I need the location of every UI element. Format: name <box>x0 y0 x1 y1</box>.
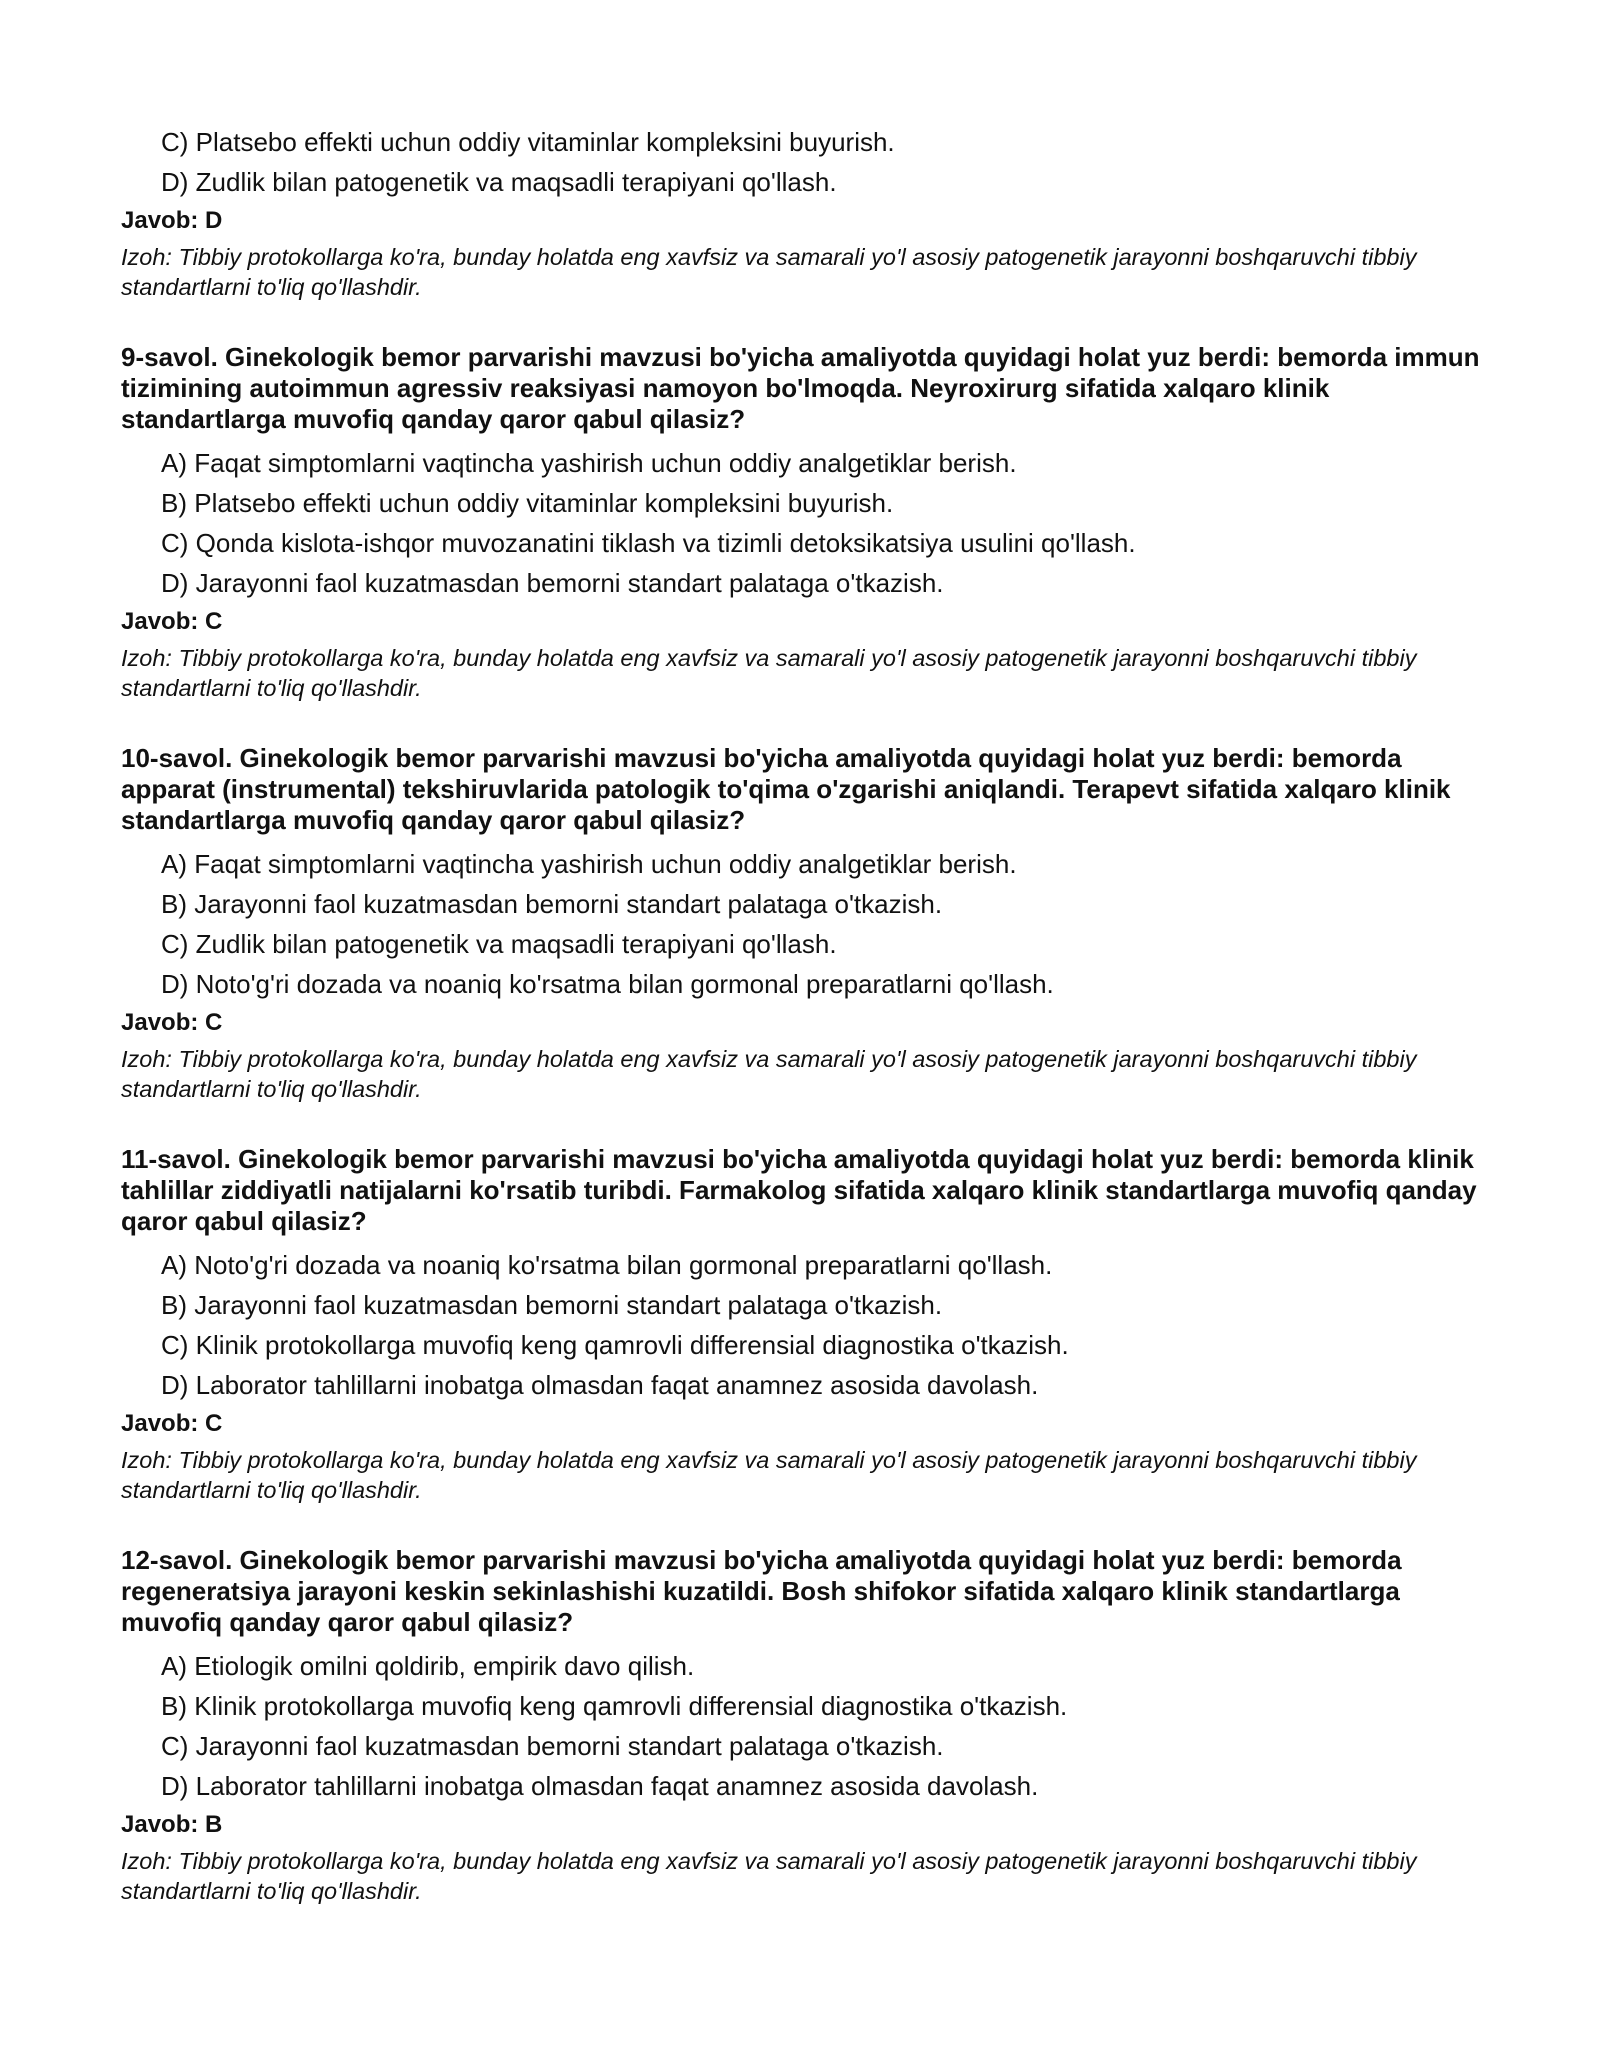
answer: Javob: D <box>121 207 223 234</box>
option-d: D) Laborator tahlillarni inobatga olmasdan faqat anamnez asosida davolash. <box>161 1370 1039 1400</box>
option-a: A) Noto'g'ri dozada va noaniq ko'rsatma bilan gormonal preparatlarni qo'llash. <box>161 1250 1053 1280</box>
option-b: B) Jarayonni faol kuzatmasdan bemorni standart palataga o'tkazish. <box>161 889 943 919</box>
answer: Javob: C <box>121 608 223 635</box>
option-c: C) Klinik protokollarga muvofiq keng qamrovli differensial diagnostika o'tkazish. <box>161 1330 1069 1360</box>
explanation-note: Izoh: Tibbiy protokollarga ko'ra, bunday holatda eng xavfsiz va samarali yo'l asosiy patogenetik jarayonni boshqaruvchi tibbiy standartlarni to'liq qo'llashdir. <box>121 645 1417 701</box>
option-c: C) Jarayonni faol kuzatmasdan bemorni standart palataga o'tkazish. <box>161 1731 944 1761</box>
question-9 <box>121 342 1480 703</box>
option-b: B) Jarayonni faol kuzatmasdan bemorni standart palataga o'tkazish. <box>161 1290 943 1320</box>
question-text: 12-savol. Ginekologik bemor parvarishi mavzusi bo'yicha amaliyotda quyidagi holat yuz berdi: bemorda regeneratsiya jarayoni keskin sekinlashishi kuzatildi. Bosh shifokor sifatida xalqaro klinik standartlarga muvofiq qanday qaror qabul qilasiz? <box>121 1545 1402 1637</box>
option-b: B) Klinik protokollarga muvofiq keng qamrovli differensial diagnostika o'tkazish. <box>161 1691 1068 1721</box>
question-8-continuation <box>121 122 1480 302</box>
answer: Javob: C <box>121 1009 223 1036</box>
explanation-note: Izoh: Tibbiy protokollarga ko'ra, bunday holatda eng xavfsiz va samarali yo'l asosiy patogenetik jarayonni boshqaruvchi tibbiy standartlarni to'liq qo'llashdir. <box>121 1046 1417 1102</box>
option-a: A) Etiologik omilni qoldirib, empirik davo qilish. <box>161 1651 695 1681</box>
option-d: D) Jarayonni faol kuzatmasdan bemorni standart palataga o'tkazish. <box>161 568 944 598</box>
option-c: C) Qonda kislota-ishqor muvozanatini tiklash va tizimli detoksikatsiya usulini qo'llash. <box>161 528 1136 558</box>
option-a: A) Faqat simptomlarni vaqtincha yashirish uchun oddiy analgetiklar berish. <box>161 448 1017 478</box>
option-d: D) Laborator tahlillarni inobatga olmasdan faqat anamnez asosida davolash. <box>161 1771 1039 1801</box>
option-c: C) Zudlik bilan patogenetik va maqsadli terapiyani qo'llash. <box>161 929 837 959</box>
question-11 <box>121 1144 1480 1505</box>
question-10 <box>121 743 1480 1104</box>
question-text: 9-savol. Ginekologik bemor parvarishi mavzusi bo'yicha amaliyotda quyidagi holat yuz berdi: bemorda immun tizimining autoimmun agressiv reaksiyasi namoyon bo'lmoqda. Neyroxirurg sifatida xalqaro klinik standartlarga muvofiq qanday qaror qabul qilasiz? <box>121 342 1480 434</box>
option-c: C) Platsebo effekti uchun oddiy vitaminlar kompleksini buyurish. <box>161 127 895 157</box>
option-d: D) Zudlik bilan patogenetik va maqsadli terapiyani qo'llash. <box>161 167 837 197</box>
answer: Javob: C <box>121 1410 223 1437</box>
question-text: 10-savol. Ginekologik bemor parvarishi mavzusi bo'yicha amaliyotda quyidagi holat yuz berdi: bemorda apparat (instrumental) tekshiruvlarida patologik to'qima o'zgarishi aniqlandi. Terapevt sifatida xalqaro klinik standartlarga muvofiq qanday qaror qabul qilasiz? <box>121 743 1451 835</box>
explanation-note: Izoh: Tibbiy protokollarga ko'ra, bunday holatda eng xavfsiz va samarali yo'l asosiy patogenetik jarayonni boshqaruvchi tibbiy standartlarni to'liq qo'llashdir. <box>121 1447 1417 1503</box>
explanation-note: Izoh: Tibbiy protokollarga ko'ra, bunday holatda eng xavfsiz va samarali yo'l asosiy patogenetik jarayonni boshqaruvchi tibbiy standartlarni to'liq qo'llashdir. <box>121 1848 1417 1904</box>
option-b: B) Platsebo effekti uchun oddiy vitaminlar kompleksini buyurish. <box>161 488 894 518</box>
option-d: D) Noto'g'ri dozada va noaniq ko'rsatma bilan gormonal preparatlarni qo'llash. <box>161 969 1054 999</box>
explanation-note: Izoh: Tibbiy protokollarga ko'ra, bunday holatda eng xavfsiz va samarali yo'l asosiy patogenetik jarayonni boshqaruvchi tibbiy standartlarni to'liq qo'llashdir. <box>121 244 1417 300</box>
option-a: A) Faqat simptomlarni vaqtincha yashirish uchun oddiy analgetiklar berish. <box>161 849 1017 879</box>
question-text: 11-savol. Ginekologik bemor parvarishi mavzusi bo'yicha amaliyotda quyidagi holat yuz berdi: bemorda klinik tahlillar ziddiyatli natijalarni ko'rsatib turibdi. Farmakolog sifatida xalqaro klinik standartlarga muvofiq qanday qaror qabul qilasiz? <box>121 1144 1477 1236</box>
answer: Javob: B <box>121 1811 223 1838</box>
question-12 <box>121 1545 1480 1906</box>
